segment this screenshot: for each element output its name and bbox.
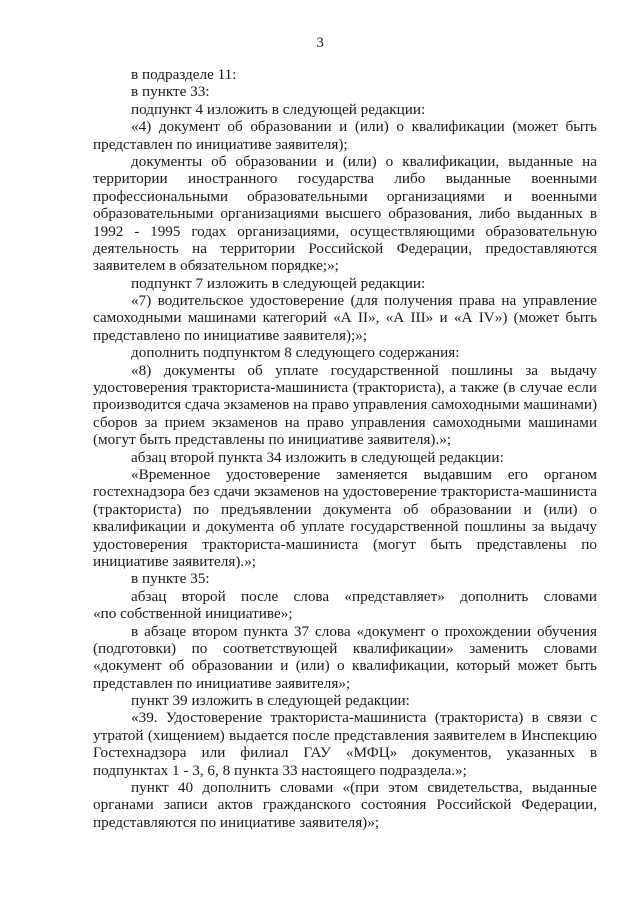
text-line: пункт 39 изложить в следующей редакции: <box>131 692 410 710</box>
text-line: представлено по инициативе заявителя);»; <box>93 326 368 344</box>
text-line: «39. Удостоверение тракториста-машиниста (тракториста) в связи с <box>131 709 597 727</box>
text-line: представляются по инициативе заявителя)»; <box>93 813 380 831</box>
paragraph <box>93 623 597 693</box>
text-line: «7) водительское удостоверение (для получения права на управление <box>131 292 597 310</box>
paragraph <box>93 66 597 83</box>
paragraph <box>93 101 597 118</box>
text-line: представлен по инициативе заявителя); <box>93 135 348 153</box>
text-line: инициативе заявителя).»; <box>93 552 257 570</box>
text-line: «по собственной инициативе»; <box>93 605 293 623</box>
text-line: дополнить подпунктом 8 следующего содержания: <box>131 344 460 362</box>
paragraph <box>93 779 597 831</box>
text-line: в подразделе 11: <box>131 66 237 83</box>
text-line: 1992 - 1995 годах организациями, осуществляющими образовательную <box>93 222 597 240</box>
text-line: гостехнадзора без сдачи экзаменов на удостоверение тракториста-машиниста <box>93 483 597 501</box>
paragraph <box>93 275 597 292</box>
text-line: подпункт 7 изложить в следующей редакции: <box>131 274 426 292</box>
text-line: Гостехнадзора или филиал ГАУ «МФЦ» документов, указанных в <box>93 744 597 762</box>
paragraph <box>93 570 597 587</box>
text-line: «Временное удостоверение заменяется выдавшим его органом <box>131 465 597 483</box>
text-line: пункт 40 дополнить словами «(при этом свидетельства, выданные <box>131 779 597 797</box>
paragraph <box>93 466 597 570</box>
text-line: документы об образовании и (или) о квалификации, выданные на <box>131 152 597 170</box>
text-line: в пункте 35: <box>131 570 210 588</box>
text-line: заявителем в обязательном порядке;»; <box>93 257 339 275</box>
text-line: в пункте 33: <box>131 83 210 101</box>
text-line: подпункт 4 изложить в следующей редакции: <box>131 100 426 118</box>
paragraph <box>93 83 597 100</box>
paragraph <box>93 153 597 275</box>
text-line: самоходными машинами категорий «А II», «А III» и «А IV») (может быть <box>93 309 597 327</box>
document-body <box>93 66 597 831</box>
text-line: «8) документы об уплате государственной пошлины за выдачу <box>131 361 597 379</box>
paragraph <box>93 292 597 344</box>
text-line: органами записи актов гражданского состояния Российской Федерации, <box>93 796 597 814</box>
text-line: производится сдача экзаменов на право управления самоходными машинами) <box>93 396 598 414</box>
text-line: (могут быть представлены по инициативе заявителя).»; <box>93 431 452 449</box>
paragraph <box>93 344 597 361</box>
paragraph <box>93 118 597 153</box>
text-line: сборов за прием экзаменов на право управления самоходными машинами <box>93 413 597 431</box>
text-line: абзац второй после слова «представляет» дополнить словами <box>131 587 597 605</box>
paragraph <box>93 692 597 709</box>
text-line: образовательными организациями высшего образования, либо выданных в <box>93 205 597 223</box>
paragraph <box>93 709 597 779</box>
text-line: (тракториста) по предъявлении документа об образовании и (или) о <box>93 500 597 518</box>
text-line: «документ об образовании и (или) о квалификации, который может быть <box>93 657 597 675</box>
page-number: 3 <box>316 34 324 51</box>
paragraph <box>93 449 597 466</box>
text-line: квалификации и документа об уплате государственной пошлины за выдачу <box>93 518 597 536</box>
text-line: утратой (хищением) выдается после представления заявителем в Инспекцию <box>93 726 597 744</box>
text-line: профессиональными образовательными организациями и военными <box>93 187 597 205</box>
text-line: территории иностранного государства либо выданные военными <box>93 170 597 188</box>
text-line: удостоверения тракториста-машиниста (могут быть представлены по <box>93 535 597 553</box>
text-line: деятельность на территории Российской Федерации, предоставляются <box>93 239 597 257</box>
paragraph <box>93 588 597 623</box>
text-line: представлен по инициативе заявителя»; <box>93 674 351 692</box>
text-line: удостоверения тракториста-машиниста (тракториста), а также (в случае если <box>93 379 597 397</box>
text-line: «4) документ об образовании и (или) о квалификации (может быть <box>131 118 597 136</box>
text-line: абзац второй пункта 34 изложить в следующей редакции: <box>131 448 504 466</box>
text-line: (подготовки) по соответствующей квалификации» заменить словами <box>93 639 597 657</box>
paragraph <box>93 362 597 449</box>
text-line: в абзаце втором пункта 37 слова «документ о прохождении обучения <box>131 622 597 640</box>
text-line: подпунктах 1 - 3, 6, 8 пункта 33 настоящего подраздела.»; <box>93 761 467 779</box>
